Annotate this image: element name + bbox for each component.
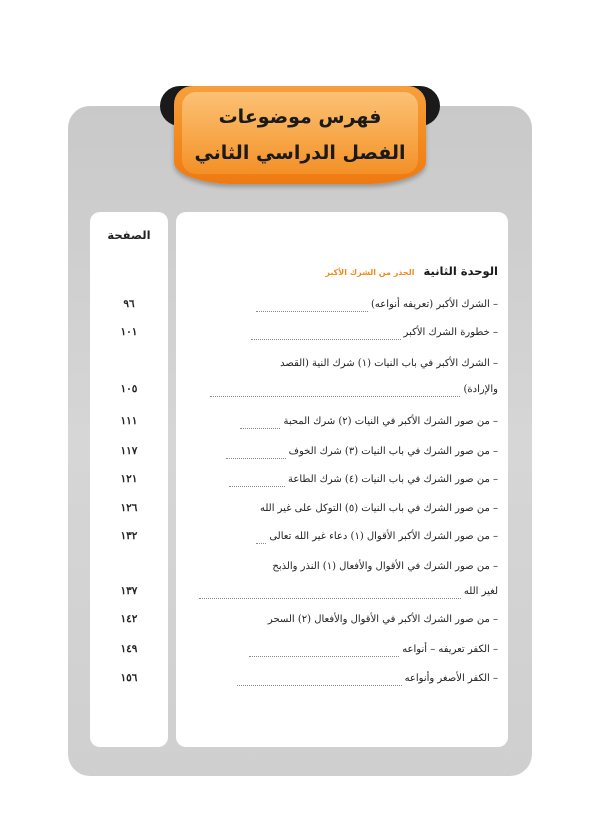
page-number: ٩٦ [123,298,135,310]
toc-entry-text: – الكفر تعريفه – أنواعه [402,644,498,655]
page-number: ١٤٩ [120,643,138,655]
leader-dots [237,675,402,686]
page-number: ١٣٧ [120,585,138,597]
page-number: ١١١ [120,415,138,427]
leader-dots [199,588,461,599]
page-number: ١٢٦ [120,502,138,514]
page-number: ١٣٢ [120,530,138,542]
toc-entry[interactable] [184,643,498,657]
banner-plate [174,86,426,184]
contents-box [176,212,508,747]
leader-dots [256,533,266,544]
page-column-header: الصفحة [107,228,151,242]
toc-entry[interactable] [184,560,498,574]
toc-entry-text: – من صور الشرك في الأقوال والأفعال (١) النذر والذبح [272,561,498,572]
toc-entry-text: – خطورة الشرك الأكبر [403,327,498,338]
banner-title: فهرس موضوعات [218,106,382,128]
toc-entry-text: – من صور الشرك الأكبر الأقوال (١) دعاء غير الله تعالى [269,531,498,542]
toc-entry[interactable] [184,445,498,459]
leader-dots [251,329,401,340]
unit-heading [325,260,498,279]
toc-entry-text: لغير الله [463,586,498,597]
leader-dots [210,386,460,397]
page-number: ١٠٥ [120,383,138,395]
title-banner [160,76,440,191]
banner-subtitle: الفصل الدراسي الثاني [194,142,406,164]
toc-entry-continued[interactable] [184,585,498,599]
toc-entry-text: – الكفر الأصغر وأنواعه [404,673,498,684]
page-number: ١١٧ [120,445,138,457]
toc-entry-text: والإرادة) [463,384,498,395]
toc-entry[interactable] [184,530,498,544]
leader-dots [249,646,399,657]
toc-entry-text: – الشرك الأكبر (تعريفه أنواعه) [371,299,498,310]
unit-title: الوحدة الثانية [423,264,498,278]
page-number: ١٠١ [120,326,138,338]
unit-subtitle: الحذر من الشرك الأكبر [325,268,415,277]
toc-entry[interactable] [184,473,498,487]
toc-entry-text: – من صور الشرك الأكبر في الأقوال والأفعال (٢) السحر [267,614,498,625]
page-number: ١٢١ [120,473,138,485]
leader-dots [229,476,285,487]
toc-entry-text: – من صور الشرك الأكبر في النيات (٢) شرك المحبة [283,416,498,427]
toc-entry-text: – من صور الشرك في باب النيات (٣) شرك الخوف [288,446,498,457]
toc-entry[interactable] [184,357,498,371]
toc-entry[interactable] [184,326,498,340]
toc-entry-continued[interactable] [184,383,498,397]
leader-dots [240,418,280,429]
toc-entry[interactable] [184,502,498,516]
page-number-column [90,212,168,747]
page-number: ١٥٦ [120,672,138,684]
toc-entry-text: – الشرك الأكبر في باب النيات (١) شرك النية (القصد [280,358,498,369]
toc-entry-text: – من صور الشرك في باب النيات (٤) شرك الطاعة [288,474,498,485]
toc-entry[interactable] [184,415,498,429]
leader-dots [256,301,368,312]
leader-dots [226,448,286,459]
toc-entry[interactable] [184,672,498,686]
toc-entry-text: – من صور الشرك في باب النيات (٥) التوكل على غير الله [259,503,498,514]
toc-entry[interactable] [184,298,498,312]
page-number: ١٤٢ [120,613,138,625]
toc-entry[interactable] [184,613,498,627]
